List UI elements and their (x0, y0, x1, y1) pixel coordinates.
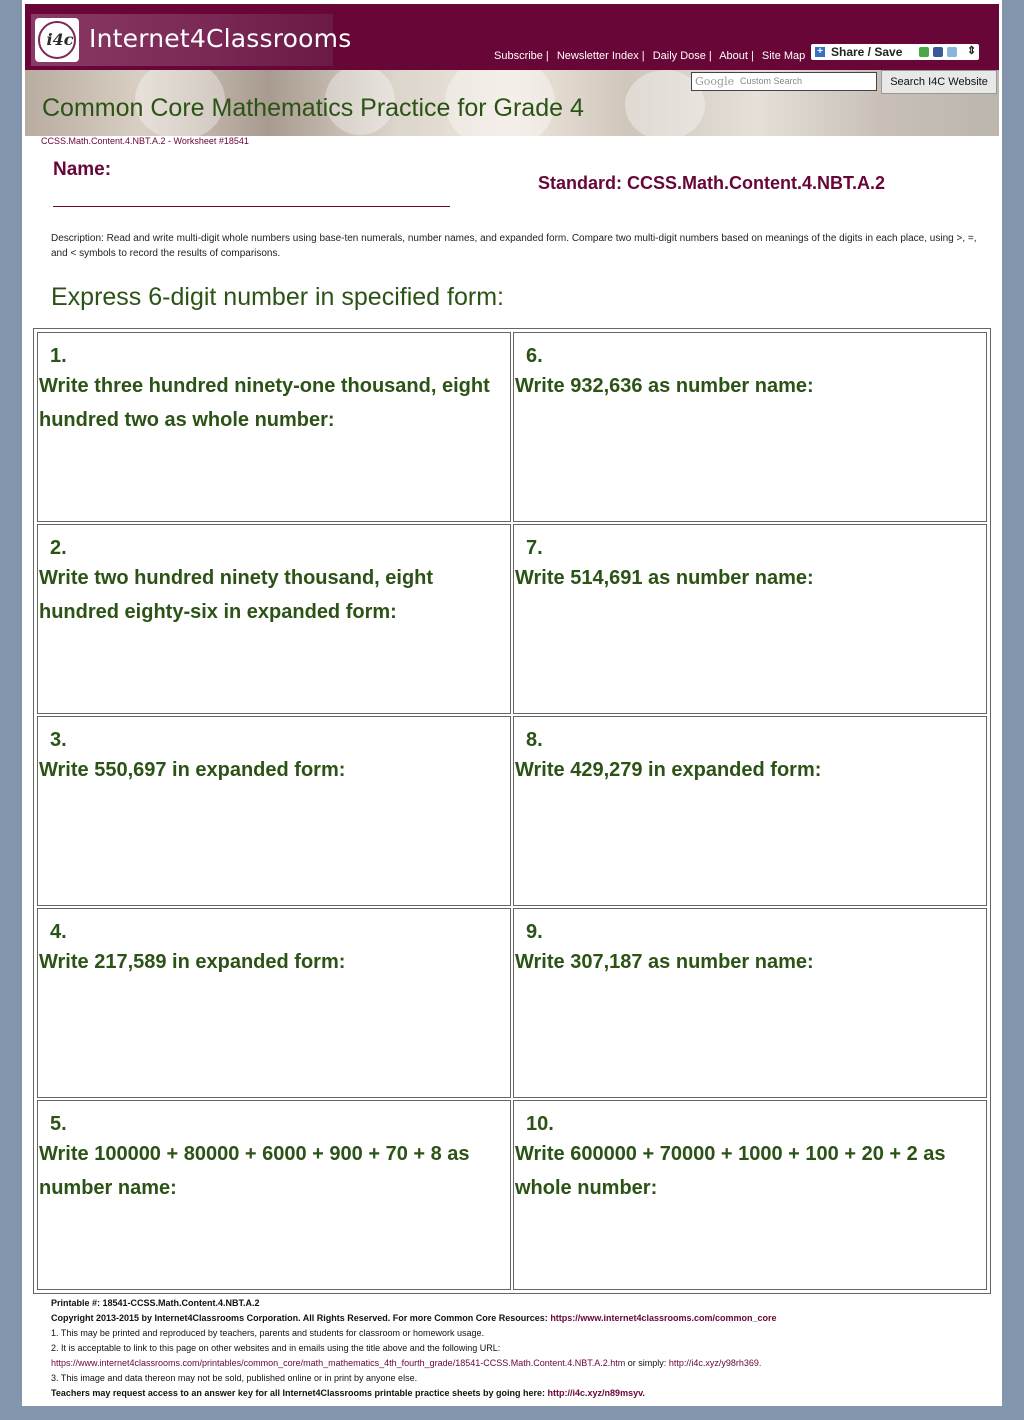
site-logo[interactable] (31, 14, 352, 66)
nav-site-map[interactable]: Site Map (761, 50, 806, 62)
question-grid (33, 328, 991, 1294)
common-core-link[interactable]: https://www.internet4classrooms.com/common_core (550, 1313, 777, 1323)
search-input[interactable] (691, 72, 877, 91)
question-cell-8 (513, 716, 987, 906)
nav-daily-dose[interactable]: Daily Dose (652, 50, 706, 62)
logo-text: Internet4Classrooms (89, 24, 352, 53)
search-placeholder: Custom Search (740, 76, 803, 86)
question-cell-7 (513, 524, 987, 714)
copyright-text: Copyright 2013-2015 by Internet4Classrooms Corporation. All Rights Reserved. For more Common Core Resources: (51, 1313, 548, 1323)
name-label: Name: (53, 159, 112, 180)
question-cell-2 (37, 524, 511, 714)
usage-line-1: 1. This may be printed and reproduced by teachers, parents and students for classroom or homework usage. (51, 1328, 485, 1338)
question-text: Write 307,187 as number name: (515, 951, 814, 973)
top-nav: Subscribe | Newsletter Index | Daily Dose | About | Site Map (494, 50, 806, 62)
share-save-button[interactable] (811, 44, 979, 60)
usage-line-2: 2. It is acceptable to link to this page on other websites and in emails using the title above and the following URL: (51, 1343, 501, 1353)
footer (51, 1296, 991, 1401)
question-number: 4. (50, 921, 67, 943)
short-url-link[interactable]: http://i4c.xyz/y98rh369. (668, 1358, 762, 1368)
question-number: 8. (526, 729, 543, 751)
question-text: Write 217,589 in expanded form: (39, 951, 346, 973)
chevron-updown-icon[interactable]: ⇕ (967, 45, 977, 57)
twitter-icon[interactable] (947, 47, 957, 57)
question-text: Write 100000 + 80000 + 6000 + 900 + 70 + 8 as number name: (39, 1143, 470, 1199)
nav-newsletter-index[interactable]: Newsletter Index (556, 50, 639, 62)
answer-key-link[interactable]: http://i4c.xyz/n89msyv. (547, 1388, 645, 1398)
nav-about[interactable]: About (719, 50, 748, 62)
question-number: 6. (526, 345, 543, 367)
question-number: 1. (50, 345, 67, 367)
logo-badge-icon: i4c (35, 18, 79, 62)
question-text: Write 429,279 in expanded form: (515, 759, 822, 781)
question-number: 3. (50, 729, 67, 751)
question-text: Write 600000 + 70000 + 1000 + 100 + 20 + 2 as whole number: (515, 1143, 946, 1199)
question-text: Write 514,691 as number name: (515, 567, 814, 589)
standard-label: Standard: CCSS.Math.Content.4.NBT.A.2 (538, 173, 886, 193)
question-cell-4 (37, 908, 511, 1098)
email-share-icon[interactable] (919, 47, 929, 57)
site-header (25, 4, 999, 70)
question-number: 7. (526, 537, 543, 559)
google-logo: Google (695, 75, 735, 88)
plus-icon: + (815, 47, 825, 57)
question-number: 2. (50, 537, 67, 559)
or-simply-text: or simply: (627, 1358, 667, 1368)
description: Description: Read and write multi-digit whole numbers using base-ten numerals, number names, and expanded form. Compare two multi-digit numbers based on meanings of the digits in each place, using >, =, and < symbols to record the results of comparisons. (51, 233, 977, 259)
question-cell-1 (37, 332, 511, 522)
answer-key-text: Teachers may request access to an answer key for all Internet4Classrooms printable practice sheets by going here: (51, 1388, 546, 1398)
page-title: Common Core Mathematics Practice for Grade 4 (42, 94, 584, 122)
facebook-icon[interactable] (933, 47, 943, 57)
question-cell-10 (513, 1100, 987, 1290)
question-cell-5 (37, 1100, 511, 1290)
name-blank-line (53, 206, 450, 207)
question-cell-9 (513, 908, 987, 1098)
share-label: Share / Save (831, 45, 903, 59)
printable-id: Printable #: 18541-CCSS.Math.Content.4.NBT.A.2 (51, 1298, 260, 1308)
question-number: 10. (526, 1113, 554, 1135)
usage-line-3: 3. This image and data thereon may not be sold, published online or in print by anyone else. (51, 1373, 418, 1383)
worksheet-url-link[interactable]: https://www.internet4classrooms.com/printables/common_core/math_mathematics_4th_fourth_grade/18541-CCSS.Math.Content.4.NBT.A.2.htm (51, 1358, 626, 1368)
question-text: Write 550,697 in expanded form: (39, 759, 346, 781)
section-heading: Express 6-digit number in specified form: (51, 283, 504, 311)
question-number: 5. (50, 1113, 67, 1135)
question-number: 9. (526, 921, 543, 943)
question-cell-6 (513, 332, 987, 522)
question-text: Write two hundred ninety thousand, eight hundred eighty-six in expanded form: (39, 567, 434, 623)
worksheet-page (22, 0, 1002, 1406)
search-button[interactable]: Search I4C Website (881, 70, 997, 94)
question-text: Write 932,636 as number name: (515, 375, 814, 397)
question-cell-3 (37, 716, 511, 906)
header-banner (25, 70, 999, 136)
breadcrumb: CCSS.Math.Content.4.NBT.A.2 - Worksheet #18541 (41, 136, 249, 146)
question-text: Write three hundred ninety-one thousand, eight hundred two as whole number: (39, 375, 490, 431)
nav-subscribe[interactable]: Subscribe (494, 50, 543, 62)
